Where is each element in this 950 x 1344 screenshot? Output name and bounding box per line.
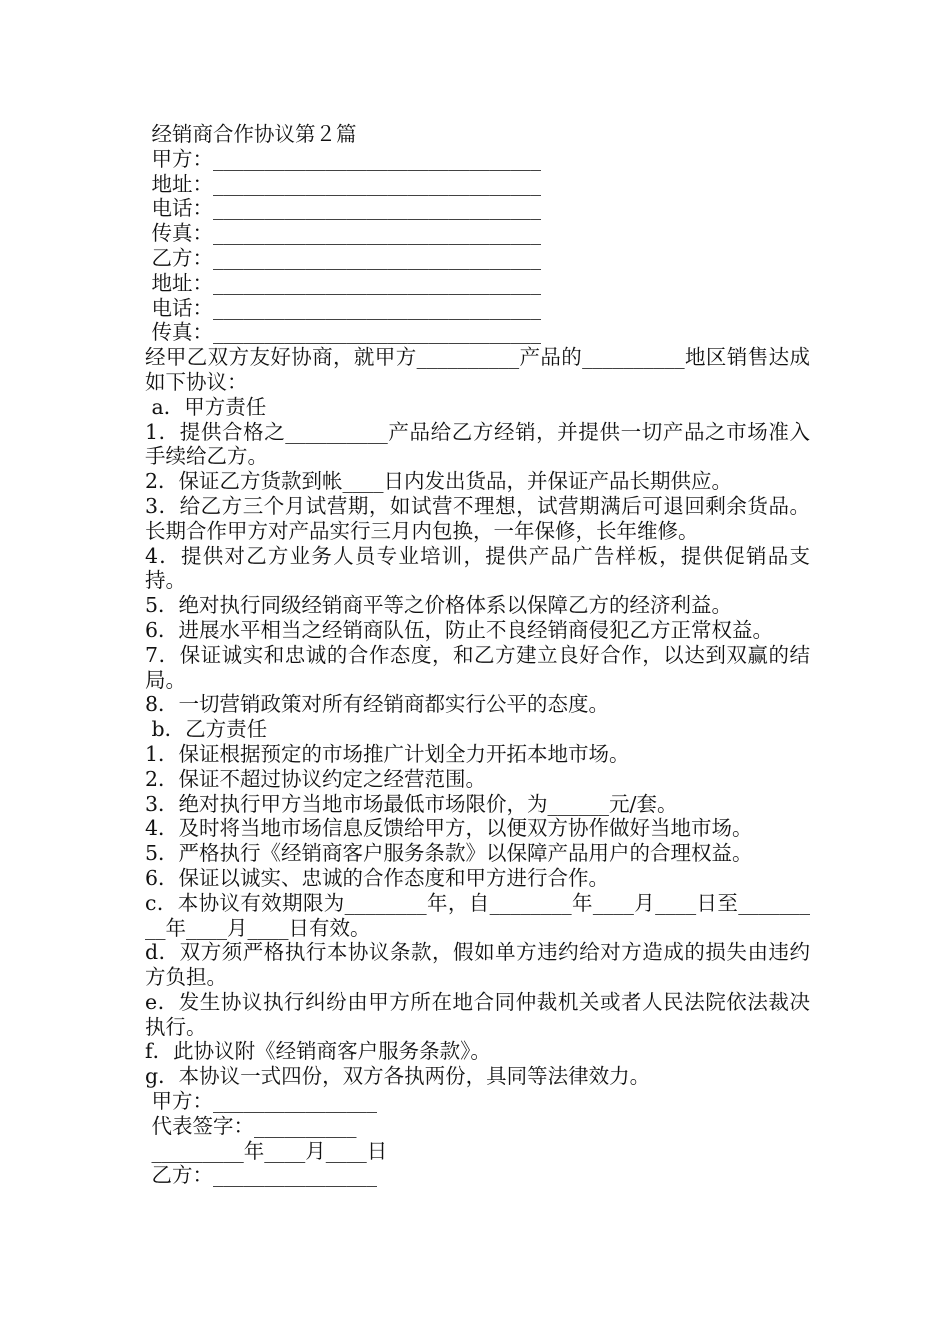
party-b-item: 6．保证以诚实、忠诚的合作态度和甲方进行合作。	[145, 865, 610, 890]
signature-block	[145, 1089, 810, 1188]
party-a-item: 2．保证乙方货款到帐____日内发出货品，并保证产品长期供应。	[145, 469, 733, 494]
party-b-address-field: 地址：________________________________	[145, 270, 542, 295]
clause-breach: d．双方须严格执行本协议条款，假如单方违约给对方造成的损失由违约方负担。	[145, 940, 810, 990]
party-a-name-field: 甲方：________________________________	[145, 146, 542, 171]
intro-paragraph: 经甲乙双方友好协商，就甲方__________产品的__________地区销售达成如下协议：	[145, 345, 810, 394]
document-title: 经销商合作协议第２篇	[145, 122, 357, 146]
party-b-name-field: 乙方：________________________________	[145, 245, 542, 270]
party-a-item: 5．绝对执行同级经销商平等之价格体系以保障乙方的经济利益。	[145, 593, 733, 618]
party-a-item: 4．提供对乙方业务人员专业培训，提供产品广告样板，提供促销品支持。	[145, 543, 810, 593]
party-a-phone-field: 电话：________________________________	[145, 196, 542, 221]
signature-representative: 代表签字：__________	[145, 1113, 357, 1138]
party-a-item: 6．进展水平相当之经销商队伍，防止不良经销商侵犯乙方正常权益。	[145, 617, 774, 642]
party-a-responsibilities	[145, 395, 810, 717]
party-b-fax-field: 传真：________________________________	[145, 320, 542, 345]
party-a-address-field: 地址：________________________________	[145, 171, 542, 196]
party-b-item: 2．保证不超过协议约定之经营范围。	[145, 766, 487, 791]
party-b-heading: b．乙方责任	[145, 717, 268, 742]
party-a-heading: a．甲方责任	[145, 394, 267, 419]
party-a-item: 8．一切营销政策对所有经销商都实行公平的态度。	[145, 692, 610, 717]
party-a-fax-field: 传真：________________________________	[145, 221, 542, 246]
party-a-item: 7．保证诚实和忠诚的合作态度，和乙方建立良好合作，以达到双赢的结局。	[145, 642, 810, 692]
general-clauses	[145, 891, 810, 1089]
signature-date: _________年____月____日	[145, 1138, 388, 1163]
party-b-phone-field: 电话：________________________________	[145, 295, 542, 320]
clause-term: c．本协议有效期限为________年，自________年____月____日至_________年____月____日有效。	[145, 890, 810, 940]
party-a-item: 3．给乙方三个月试营期，如试营不理想，试营期满后可退回剩余货品。长期合作甲方对产品实行三月内包换，一年保修，长年维修。	[145, 493, 810, 543]
party-b-responsibilities	[145, 717, 810, 891]
signature-party-b: 乙方：________________	[145, 1163, 378, 1188]
clause-attachment: f．此协议附《经销商客户服务条款》。	[145, 1039, 491, 1064]
signature-party-a: 甲方：________________	[145, 1089, 378, 1114]
clause-copies: g．本协议一式四份，双方各执两份，具同等法律效力。	[145, 1064, 651, 1089]
party-info-block	[145, 147, 810, 345]
party-a-item: 1．提供合格之__________产品给乙方经销，并提供一切产品之市场准入手续给乙方。	[145, 419, 810, 469]
party-b-item: 5．严格执行《经销商客户服务条款》以保障产品用户的合理权益。	[145, 841, 753, 866]
party-b-item: 3．绝对执行甲方当地市场最低市场限价，为______元/套。	[145, 791, 678, 816]
party-b-item: 4．及时将当地市场信息反馈给甲方，以便双方协作做好当地市场。	[145, 816, 753, 841]
agreement-document	[145, 122, 810, 1188]
party-b-item: 1．保证根据预定的市场推广计划全力开拓本地市场。	[145, 741, 630, 766]
clause-dispute: e．发生协议执行纠纷由甲方所在地合同仲裁机关或者人民法院依法裁决执行。	[145, 989, 810, 1039]
